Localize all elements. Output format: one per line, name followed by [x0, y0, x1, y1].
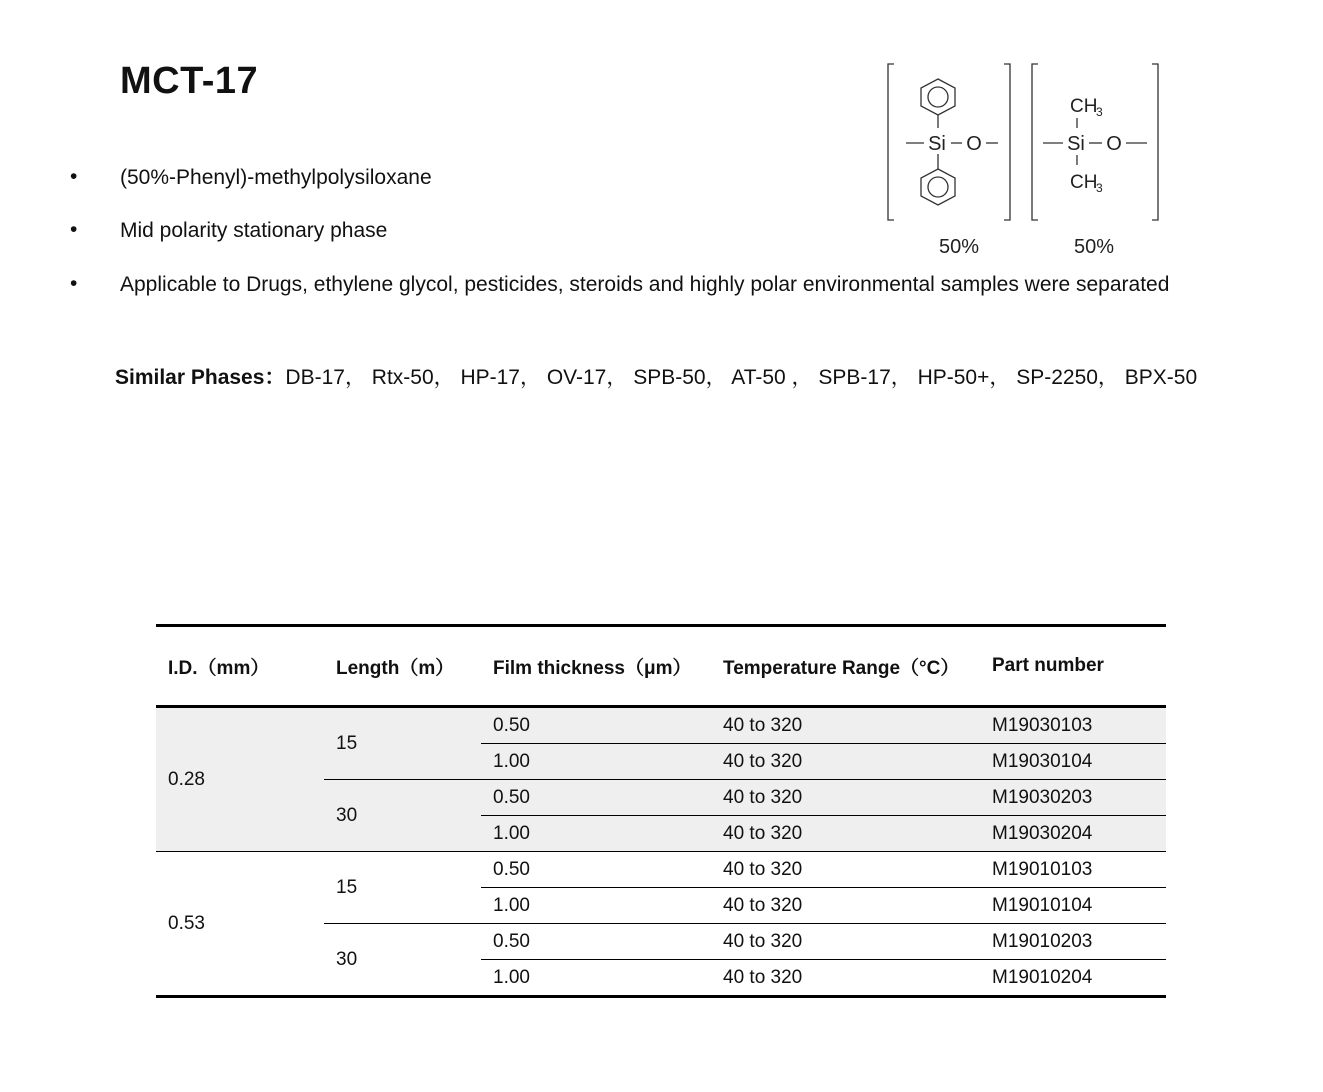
id-cell: 0.28	[156, 707, 324, 852]
table-header-row	[156, 626, 1166, 707]
header-film: Film thickness（μm）	[481, 626, 711, 707]
temp-cell: 40 to 320	[711, 780, 980, 816]
part-number-cell: M19030104	[980, 744, 1166, 780]
film-cell: 1.00	[493, 966, 530, 988]
temp-cell: 40 to 320	[711, 888, 980, 924]
film-cell: 0.50	[481, 852, 711, 888]
part-number-cell: M19030204	[980, 816, 1166, 852]
bullet-icon: •	[70, 218, 78, 241]
similar-phases	[115, 361, 1197, 391]
bullet-icon: •	[70, 165, 78, 188]
film-cell: 0.50	[481, 780, 711, 816]
temp-cell: 40 to 320	[711, 816, 980, 852]
film-cell: 1.00	[481, 888, 711, 924]
chemical-structure-diagram	[880, 58, 1170, 268]
temp-cell: 40 to 320	[711, 852, 980, 888]
film-cell: 0.50	[481, 924, 711, 960]
header-part: Part number	[980, 626, 1166, 707]
temp-cell: 40 to 320	[711, 744, 980, 780]
svg-text:CH: CH	[1070, 172, 1098, 193]
svg-text:3: 3	[1096, 105, 1103, 119]
svg-text:3: 3	[1096, 181, 1103, 195]
header-temp: Temperature Range（°C）	[711, 626, 980, 707]
id-cell: 0.53	[168, 912, 205, 934]
right-percent-label: 50%	[1073, 236, 1115, 258]
temp-cell: 40 to 320	[711, 707, 980, 744]
part-number-cell: M19010104	[980, 888, 1166, 924]
spec-table	[156, 624, 1166, 998]
temp-cell: 40 to 320	[711, 924, 980, 960]
header-length: Length（m）	[324, 626, 481, 707]
length-cell: 30	[324, 780, 481, 852]
phenyl-ring-bottom	[921, 154, 955, 205]
similar-phases-label: Similar Phases：	[115, 366, 286, 389]
length-cell: 15	[324, 707, 481, 780]
ch3-bottom-label	[1070, 172, 1103, 195]
temp-cell: 40 to 320	[723, 966, 803, 988]
film-cell: 0.50	[481, 707, 711, 744]
part-number-cell: M19030203	[980, 780, 1166, 816]
table-row	[156, 707, 1166, 744]
header-id: I.D.（mm）	[156, 626, 324, 707]
length-cell: 15	[324, 852, 481, 924]
bullet-icon: •	[70, 272, 78, 295]
svg-text:CH: CH	[1070, 96, 1098, 117]
feature-text: Applicable to Drugs, ethylene glycol, pesticides, steroids and highly polar environmental samples were separated	[120, 273, 1170, 296]
ch3-top-label	[1070, 96, 1103, 119]
similar-phases-list: DB-17， Rtx-50， HP-17， OV-17， SPB-50， AT-50 ， SPB-17， HP-50+， SP-2250， BPX-50	[285, 366, 1198, 389]
film-cell: 1.00	[481, 816, 711, 852]
left-percent-label: 50%	[938, 236, 980, 258]
si-atom-left: Si	[928, 133, 946, 155]
film-cell: 1.00	[481, 744, 711, 780]
si-atom-right: Si	[1067, 133, 1085, 155]
length-cell: 30	[336, 948, 358, 970]
feature-text: (50%-Phenyl)-methylpolysiloxane	[120, 166, 432, 189]
part-number-cell: M19010204	[992, 966, 1093, 988]
phenyl-ring-top	[921, 79, 955, 128]
o-atom-left: O	[966, 133, 982, 155]
part-number-cell: M19030103	[980, 707, 1166, 744]
feature-text: Mid polarity stationary phase	[120, 219, 388, 242]
table-row	[156, 852, 1166, 888]
page-title: MCT-17	[120, 60, 259, 102]
part-number-cell: M19010103	[980, 852, 1166, 888]
part-number-cell: M19010203	[980, 924, 1166, 960]
o-atom-right: O	[1106, 133, 1122, 155]
